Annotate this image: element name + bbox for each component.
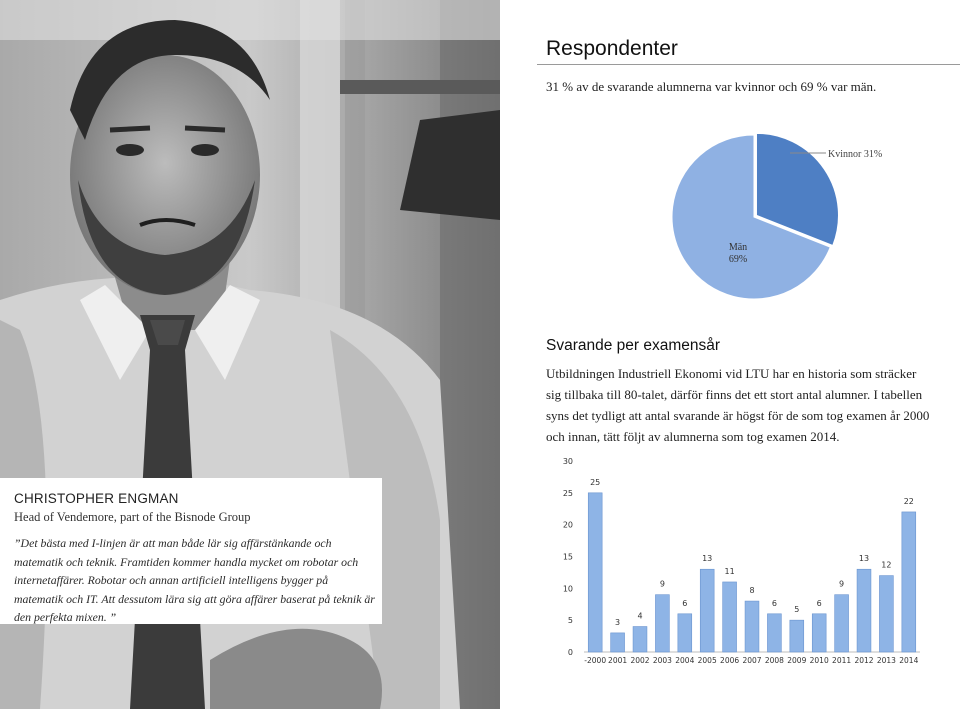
x-tick-label: 2013 [876,656,896,665]
bar [812,614,826,652]
quote-role: Head of Vendemore, part of the Bisnode Group [14,510,251,524]
bar [902,512,916,652]
y-tick-label: 10 [562,584,573,594]
bar [790,620,804,652]
bar-value-label: 13 [702,554,713,564]
bar [723,582,737,652]
x-tick-label: 2011 [832,656,852,665]
x-tick-label: 2006 [720,656,740,665]
bar [879,576,893,652]
bar [655,595,669,652]
section-text: Utbildningen Industriell Ekonomi vid LTU har en historia som sträcker sig tillbaka till 80-talet, därför finns det ett stort antal alumner. I tabellen syns det tydligt att antal svarande är högst för de som tog examen år 2000 och innan, tätt följt av alumnerna som tog examen 2014. [546,366,930,444]
page-title: Respondenter [546,37,678,60]
y-tick-label: 15 [562,552,573,562]
title-divider [537,64,960,65]
y-tick-label: 20 [562,520,573,530]
bar [700,569,714,652]
bar-value-label: 3 [615,617,621,627]
pie-label-man: 69% [728,254,748,265]
quote-card [0,478,382,624]
bar-value-label: 9 [839,579,845,589]
bar-value-label: 13 [858,554,870,564]
x-tick-label: 2007 [742,656,762,665]
graduation-year-bar-chart [548,450,948,676]
bar-value-label: 12 [881,560,892,570]
bar [633,627,647,652]
pie-label-kvinnor: Kvinnor 31% [828,149,883,160]
bar-value-label: 9 [659,579,665,589]
bar-value-label: 25 [590,477,601,487]
y-tick-label: 0 [567,648,573,657]
bar-value-label: 22 [903,496,914,506]
y-tick-label: 25 [562,488,573,498]
section-title: Svarande per examensår [546,337,721,354]
bar [678,614,692,652]
bar [745,601,759,652]
pie-label-man: Män [728,242,748,253]
x-tick-label: 2008 [764,656,784,665]
x-tick-label: 2014 [899,656,919,665]
x-tick-label: 2009 [787,656,807,665]
x-tick-label: 2002 [630,656,650,665]
x-tick-label: -2000 [584,656,607,665]
quote-name: CHRISTOPHER ENGMAN [14,491,179,506]
x-tick-label: 2005 [697,656,717,665]
page-subtitle: 31 % av de svarande alumnerna var kvinnor och 69 % var män. [546,79,877,94]
x-tick-label: 2003 [652,656,672,665]
x-tick-label: 2001 [608,656,628,665]
bar-value-label: 6 [771,598,777,608]
bar-value-label: 4 [637,611,643,621]
bar [767,614,781,652]
y-tick-label: 30 [562,457,573,466]
bar [857,569,871,652]
bar [835,595,849,652]
bar-value-label: 5 [794,605,800,615]
x-tick-label: 2010 [809,656,829,665]
bar-value-label: 6 [682,598,688,608]
x-tick-label: 2012 [854,656,874,665]
gender-pie-chart [640,132,900,312]
bar-value-label: 8 [749,586,755,596]
y-tick-label: 5 [567,616,573,626]
x-tick-label: 2004 [675,656,695,665]
bar [588,493,602,652]
bar-value-label: 11 [724,566,735,576]
bar [611,633,625,652]
quote-text: ”Det bästa med I-linjen är att man både lär sig affärstänkande och matematik och teknik. Framtiden kommer handla mycket om robotar och internetaffärer. Robotar och annan artificiell intelligens bygger på matematik och IT. Att dessutom lära sig att göra affärer baserat på teknik är den perfekta mixen. ” [14,536,375,624]
bar-value-label: 6 [816,598,822,608]
